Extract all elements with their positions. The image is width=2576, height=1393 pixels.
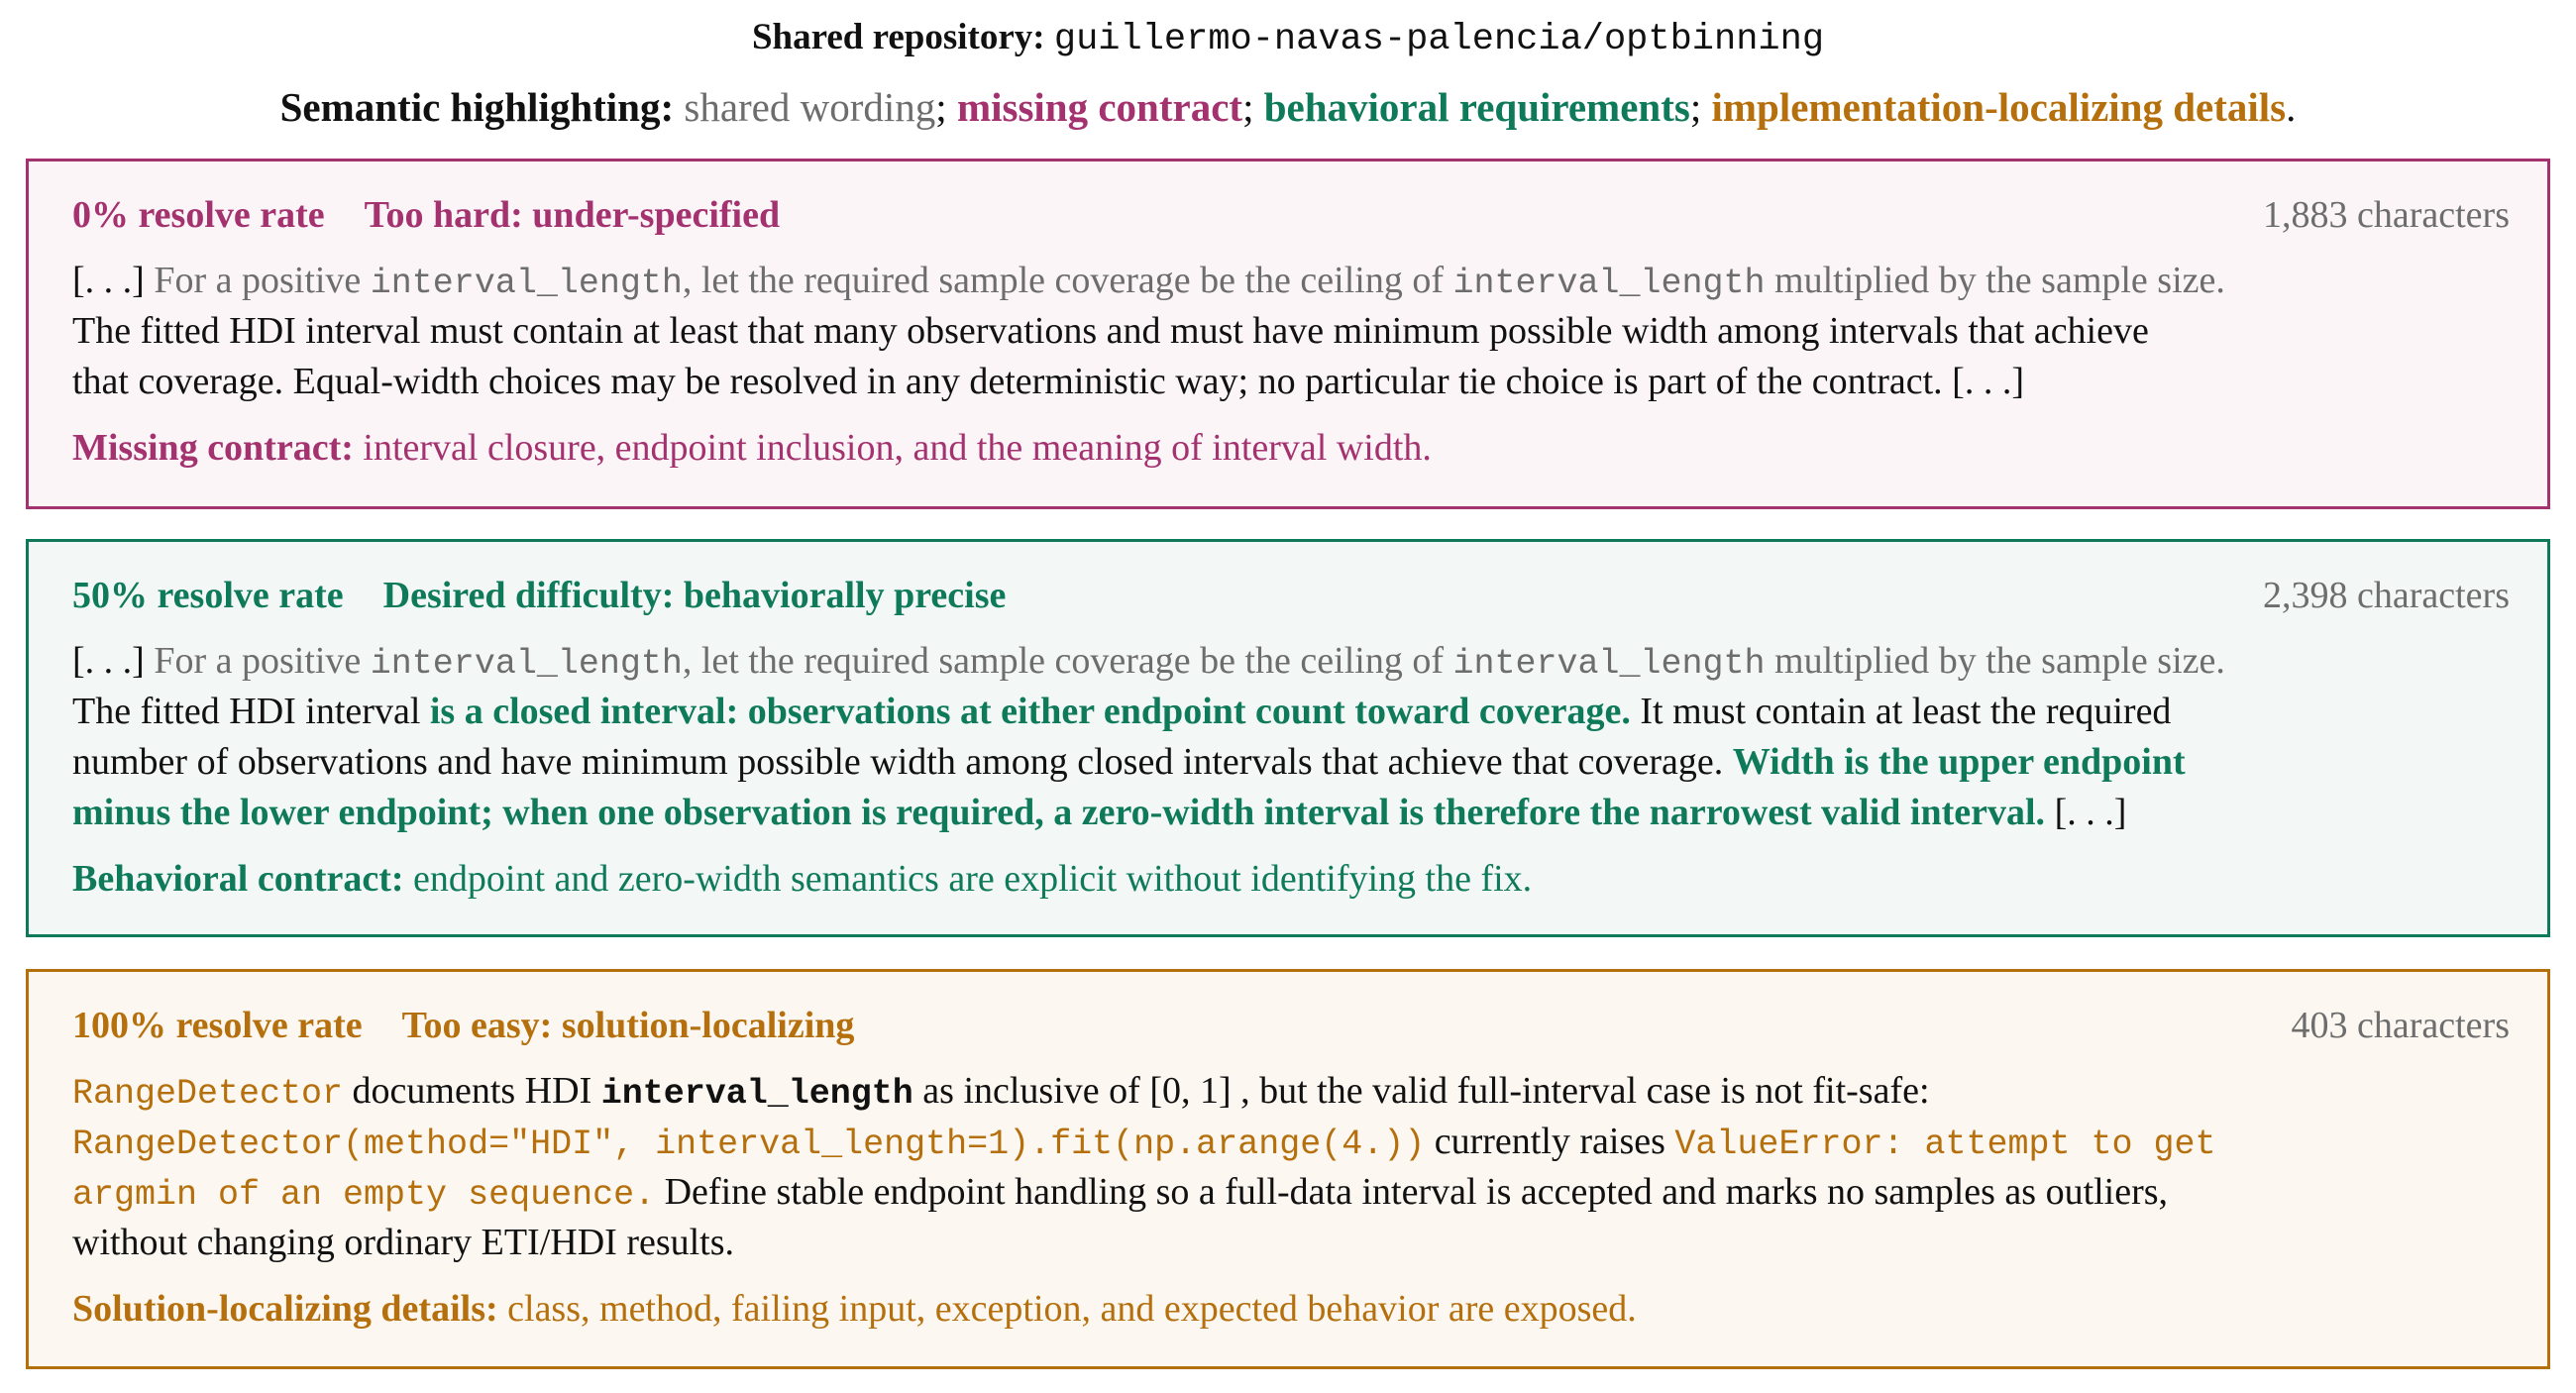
code-span: ValueError: attempt to get	[1674, 1125, 2216, 1164]
resolve-rate: 100% resolve rate	[72, 1005, 363, 1046]
resolve-rate: 0% resolve rate	[72, 194, 325, 236]
difficulty-label: Too easy: solution-localizing	[401, 1005, 855, 1046]
legend-impl: implementation-localizing details	[1711, 84, 2287, 130]
note-text: endpoint and zero-width semantics are explicit without identifying the fix.	[403, 858, 1533, 900]
text: Define stable endpoint handling so a full-data interval is accepted and marks no samples as outliers,	[655, 1171, 2169, 1213]
char-count: 1,883 characters	[2263, 194, 2510, 236]
legend-sep: ;	[1689, 84, 1702, 130]
spec-text	[72, 636, 2510, 838]
card-note	[72, 854, 2510, 904]
legend-sep: ;	[1242, 84, 1254, 130]
math-span: [0, 1]	[1149, 1070, 1232, 1112]
card-solution-localizing	[26, 969, 2550, 1369]
note-label: Solution-localizing details:	[72, 1288, 498, 1330]
note-label: Missing contract:	[72, 427, 354, 469]
ellipsis: [. . .]	[72, 640, 145, 682]
card-behaviorally-precise	[26, 539, 2550, 937]
note-label: Behavioral contract:	[72, 858, 404, 900]
note-text: interval closure, endpoint inclusion, and the meaning of interval width.	[353, 427, 1432, 469]
spec-text	[72, 1066, 2510, 1268]
difficulty-label: Too hard: under-specified	[364, 194, 781, 236]
text-line: that coverage. Equal-width choices may be resolved in any deterministic way; no particular tie choice is part of the contract. [. . .]	[72, 361, 2024, 402]
shared-text: , let the required sample coverage be the ceiling of	[682, 640, 1453, 682]
card-header	[72, 190, 2510, 240]
code-span: interval_length	[1452, 644, 1766, 684]
card-header	[72, 571, 2510, 620]
legend-header	[0, 79, 2576, 135]
spec-text	[72, 256, 2510, 407]
code-span: interval_length	[600, 1074, 913, 1114]
ellipsis: [. . .]	[72, 260, 145, 301]
legend-shared: shared wording	[684, 84, 936, 130]
code-span: RangeDetector	[72, 1074, 344, 1114]
repo-name: guillermo-navas-palencia/optbinning	[1053, 19, 1825, 60]
card-header	[72, 1001, 2510, 1050]
shared-text: For a positive	[144, 260, 371, 301]
code-span: interval_length	[370, 264, 683, 303]
text: currently raises	[1425, 1121, 1675, 1162]
code-span: interval_length	[370, 644, 683, 684]
text: documents HDI	[343, 1070, 601, 1112]
code-span: interval_length	[1452, 264, 1766, 303]
text: as inclusive of	[912, 1070, 1150, 1112]
char-count: 403 characters	[2291, 1005, 2510, 1046]
behavioral-text: Width is the upper endpoint	[1732, 741, 2186, 783]
code-span: RangeDetector(method="HDI", interval_length=1).fit(np.arange(4.))	[72, 1125, 1426, 1164]
shared-text: For a positive	[144, 640, 371, 682]
ellipsis: [. . .]	[2045, 792, 2127, 833]
card-note	[72, 1284, 2510, 1334]
card-under-specified	[26, 159, 2550, 509]
legend-label: Semantic highlighting:	[279, 84, 675, 130]
shared-text: multiplied by the sample size.	[1765, 640, 2225, 682]
legend-sep: ;	[935, 84, 947, 130]
text-line: without changing ordinary ETI/HDI results.	[72, 1222, 735, 1263]
repo-label: Shared repository:	[751, 17, 1045, 57]
card-note	[72, 423, 2510, 473]
repo-header	[0, 12, 2576, 65]
text: , but the valid full-interval case is not fit-safe:	[1231, 1070, 1930, 1112]
text: number of observations and have minimum possible width among closed intervals that achieve that coverage.	[72, 741, 1733, 783]
text: It must contain at least the required	[1630, 691, 2172, 732]
legend-missing: missing contract	[956, 84, 1243, 130]
note-text: class, method, failing input, exception, and expected behavior are exposed.	[497, 1288, 1637, 1330]
shared-text: , let the required sample coverage be the ceiling of	[682, 260, 1453, 301]
legend-end: .	[2286, 84, 2297, 130]
behavioral-text: minus the lower endpoint; when one observation is required, a zero-width interval is therefore the narrowest valid interval.	[72, 792, 2046, 833]
resolve-rate: 50% resolve rate	[72, 575, 344, 616]
code-span: argmin of an empty sequence.	[72, 1175, 656, 1215]
char-count: 2,398 characters	[2263, 575, 2510, 616]
difficulty-label: Desired difficulty: behaviorally precise	[382, 575, 1007, 616]
legend-behavioral: behavioral requirements	[1263, 84, 1690, 130]
shared-text: multiplied by the sample size.	[1765, 260, 2225, 301]
text: The fitted HDI interval	[72, 691, 430, 732]
behavioral-text: is a closed interval: observations at either endpoint count toward coverage.	[429, 691, 1631, 732]
text-line: The fitted HDI interval must contain at least that many observations and must have minimum possible width among intervals that achieve	[72, 310, 2149, 352]
